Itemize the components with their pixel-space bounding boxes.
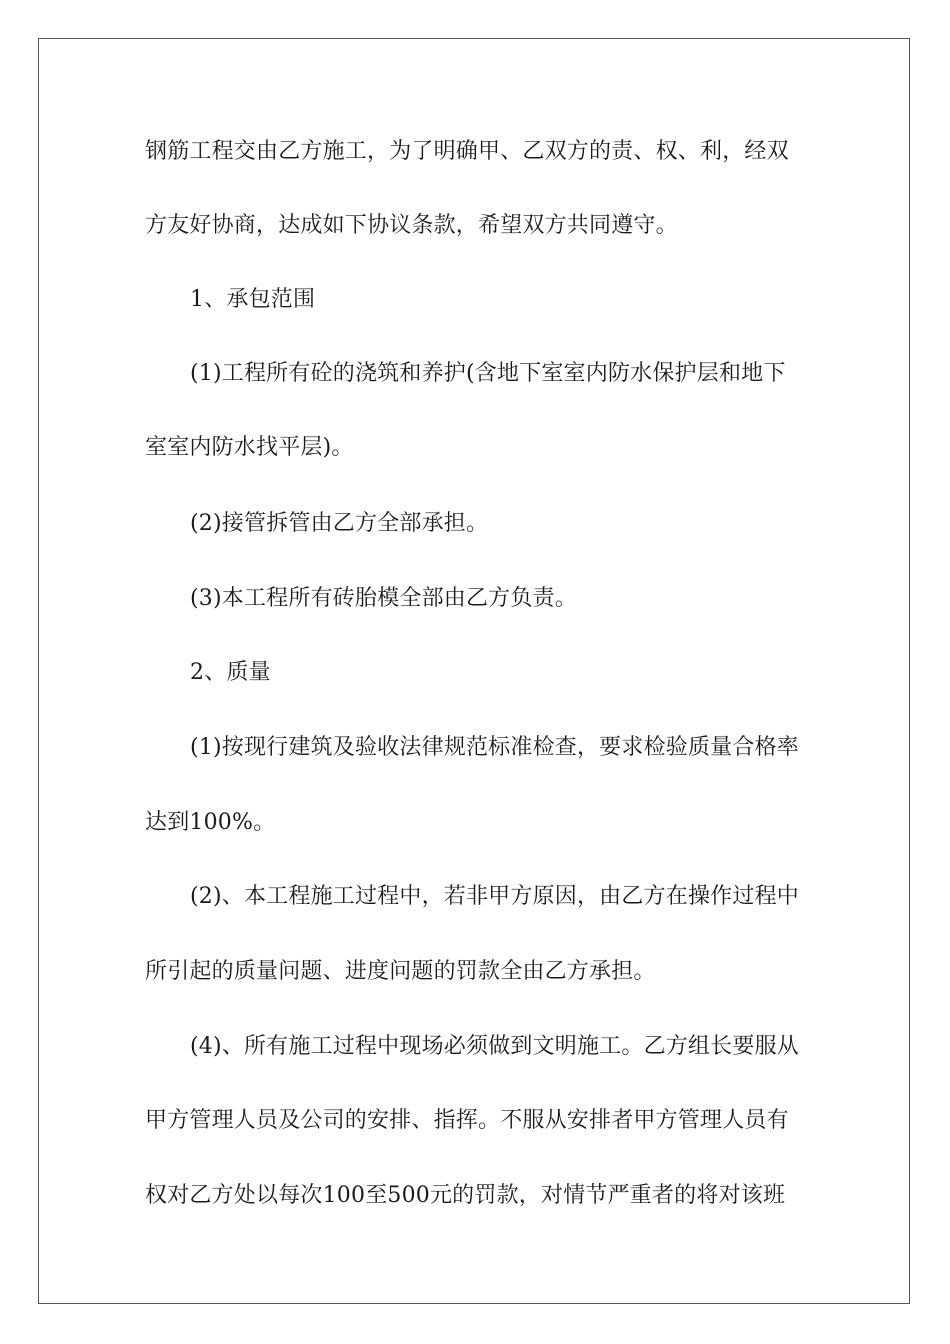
paragraph-line: 甲方管理人员及公司的安排、指挥。不服从安排者甲方管理人员有 [145,1108,789,1133]
paragraph-line: 所引起的质量问题、进度问题的罚款全由乙方承担。 [145,959,656,984]
paragraph-line: (4)、所有施工过程中现场必须做到文明施工。乙方组长要服从 [190,1034,799,1059]
paragraph-line: (1)工程所有砼的浇筑和养护(含地下室室内防水保护层和地下 [190,361,786,386]
paragraph-line: 钢筋工程交由乙方施工，为了明确甲、乙双方的责、权、利，经双 [145,139,789,164]
paragraph-line: 权对乙方处以每次100至500元的罚款，对情节严重者的将对该班 [145,1183,786,1208]
paragraph-line: (2)、本工程施工过程中，若非甲方原因，由乙方在操作过程中 [190,884,799,909]
paragraph-line: 室室内防水找平层)。 [145,435,354,460]
section-heading: 1、承包范围 [190,287,316,312]
paragraph-line: (2)接管拆管由乙方全部承担。 [190,511,489,536]
section-heading: 2、质量 [190,660,271,685]
paragraph-line: (1)按现行建筑及验收法律规范标准检查，要求检验质量合格率 [190,735,799,760]
paragraph-line: 达到100%。 [145,810,276,835]
paragraph-line: (3)本工程所有砖胎模全部由乙方负责。 [190,586,577,611]
paragraph-line: 方友好协商，达成如下协议条款，希望双方共同遵守。 [145,213,678,238]
